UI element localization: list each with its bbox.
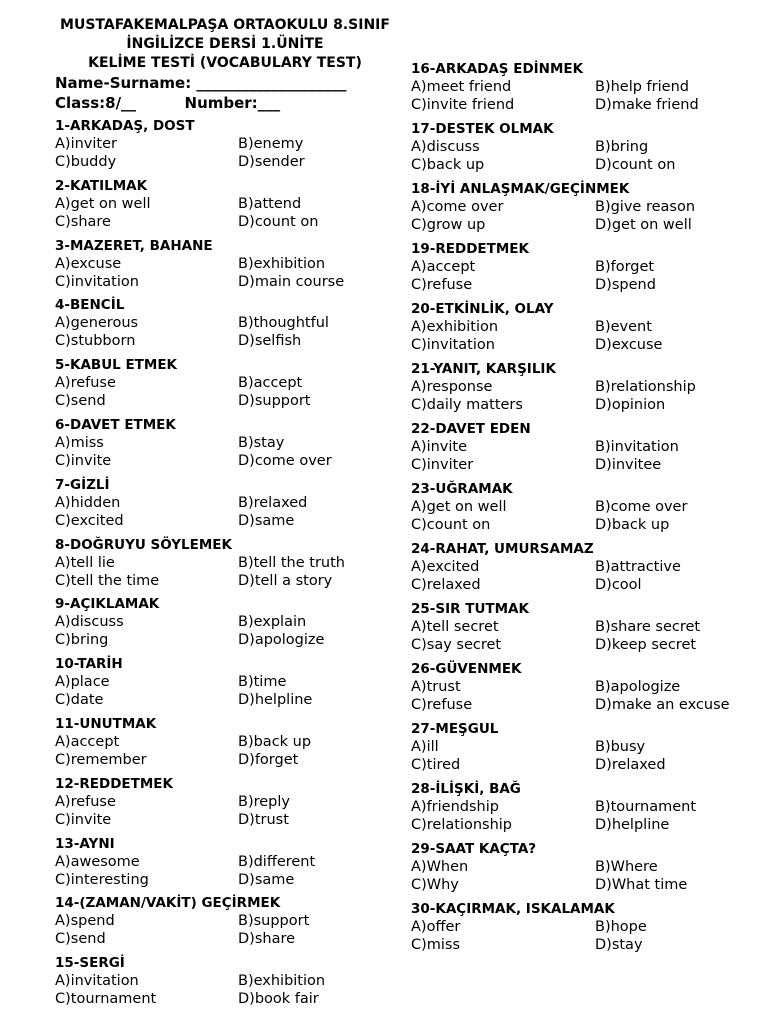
option-a: A)offer <box>411 919 461 935</box>
option-a: A)inviter <box>55 136 117 152</box>
class-field: Class:8/__ <box>55 94 137 112</box>
question-options <box>411 918 756 954</box>
option-d: D)main course <box>238 273 345 290</box>
option-d: D)share <box>238 931 296 948</box>
option-b: B)give reason <box>595 199 696 215</box>
option-b: B)Where <box>595 859 658 875</box>
question-item <box>55 595 400 655</box>
option-b: B)attractive <box>595 559 681 575</box>
option-c: C)invite friend <box>411 97 515 113</box>
question-options <box>411 138 756 174</box>
option-b: B)explain <box>238 614 307 631</box>
option-c: C)miss <box>411 937 461 953</box>
question-title: 5-KABUL ETMEK <box>55 357 178 374</box>
option-d: D)back up <box>595 517 670 533</box>
question-options <box>411 738 756 774</box>
option-d: D)helpline <box>238 692 313 709</box>
question-options <box>411 558 756 594</box>
option-c: C)tired <box>411 757 461 773</box>
question-title: 29-SAAT KAÇTA? <box>411 841 537 857</box>
option-b: B)apologize <box>595 679 681 695</box>
question-title: 10-TARİH <box>55 656 123 673</box>
question-item <box>55 177 400 237</box>
question-title: 18-İYİ ANLAŞMAK/GEÇİNMEK <box>411 181 630 197</box>
question-options <box>55 673 400 709</box>
question-item <box>411 900 756 960</box>
question-options <box>55 195 400 231</box>
option-a: A)excited <box>411 559 480 575</box>
question-options <box>411 198 756 234</box>
option-c: C)date <box>55 692 104 709</box>
question-options <box>55 135 400 171</box>
option-c: C)refuse <box>411 277 473 293</box>
question-item <box>411 420 756 480</box>
option-b: B)relaxed <box>238 494 308 511</box>
option-b: B)time <box>238 674 287 691</box>
course-title: İNGİLİZCE DERSİ 1.ÜNİTE <box>126 36 324 52</box>
question-title: 7-GİZLİ <box>55 476 110 493</box>
question-item <box>411 120 756 180</box>
option-d: D)apologize <box>238 632 325 649</box>
option-d: D)get on well <box>595 217 692 233</box>
option-c: C)say secret <box>411 637 502 653</box>
question-item <box>411 360 756 420</box>
option-d: D)spend <box>595 277 656 293</box>
option-a: A)invite <box>411 439 468 455</box>
option-b: B)come over <box>595 499 688 515</box>
option-c: C)remember <box>55 751 147 768</box>
question-options <box>55 255 400 291</box>
question-options <box>55 733 400 769</box>
question-item <box>411 300 756 360</box>
option-b: B)thoughtful <box>238 315 329 332</box>
question-title: 8-DOĞRUYU SÖYLEMEK <box>55 536 232 553</box>
question-title: 3-MAZERET, BAHANE <box>55 237 213 254</box>
question-item <box>55 237 400 297</box>
option-c: C)invite <box>55 811 112 828</box>
question-title: 2-KATILMAK <box>55 177 148 194</box>
option-c: C)relationship <box>411 817 513 833</box>
question-options <box>55 853 400 889</box>
question-options <box>55 314 400 350</box>
option-d: D)count on <box>238 213 319 230</box>
question-title: 28-İLİŞKİ, BAĞ <box>411 781 521 797</box>
option-a: A)ill <box>411 739 439 755</box>
option-d: D)keep secret <box>595 637 697 653</box>
question-item <box>411 480 756 540</box>
question-item <box>55 954 400 1014</box>
option-d: D)invitee <box>595 457 662 473</box>
question-title: 16-ARKADAŞ EDİNMEK <box>411 61 584 77</box>
option-b: B)stay <box>238 434 285 451</box>
option-a: A)When <box>411 859 469 875</box>
question-options <box>55 554 400 590</box>
option-d: D)opinion <box>595 397 666 413</box>
option-c: C)grow up <box>411 217 486 233</box>
option-b: B)attend <box>238 195 302 212</box>
option-d: D)trust <box>238 811 289 828</box>
option-d: D)sender <box>238 154 305 170</box>
question-title: 30-KAÇIRMAK, ISKALAMAK <box>411 901 615 917</box>
question-title: 19-REDDETMEK <box>411 241 529 257</box>
option-a: A)meet friend <box>411 79 512 95</box>
question-item <box>411 180 756 240</box>
option-d: D)stay <box>595 937 643 953</box>
option-c: C)tournament <box>55 991 157 1008</box>
test-title: KELİME TESTİ (VOCABULARY TEST) <box>88 55 362 71</box>
option-d: D)cool <box>595 577 642 593</box>
question-title: 25-SIR TUTMAK <box>411 601 529 617</box>
option-d: D)book fair <box>238 991 319 1008</box>
option-b: B)exhibition <box>238 255 326 272</box>
option-c: C)send <box>55 931 106 948</box>
option-b: B)reply <box>238 793 290 810</box>
question-item <box>55 536 400 596</box>
option-b: B)tell the truth <box>238 554 345 571</box>
question-item <box>411 660 756 720</box>
option-c: C)excited <box>55 512 124 529</box>
option-a: A)refuse <box>55 793 116 810</box>
option-b: B)tournament <box>595 799 697 815</box>
question-title: 11-UNUTMAK <box>55 715 157 732</box>
question-options <box>411 78 756 114</box>
option-c: C)relaxed <box>411 577 481 593</box>
option-b: B)hope <box>595 919 647 935</box>
option-c: C)daily matters <box>411 397 523 413</box>
option-a: A)place <box>55 674 110 691</box>
question-item <box>411 600 756 660</box>
option-d: D)support <box>238 393 311 410</box>
question-item <box>55 715 400 775</box>
question-item <box>55 476 400 536</box>
question-title: 9-AÇIKLAMAK <box>55 596 160 613</box>
question-options <box>55 434 400 470</box>
question-item <box>411 60 756 120</box>
option-c: C)refuse <box>411 697 473 713</box>
option-c: C)interesting <box>55 871 149 888</box>
option-a: A)discuss <box>55 614 124 631</box>
option-c: C)inviter <box>411 457 474 473</box>
option-a: A)accept <box>55 733 120 750</box>
option-c: C)bring <box>55 632 109 649</box>
question-options <box>411 318 756 354</box>
question-options <box>55 494 400 530</box>
option-c: C)invite <box>55 452 112 469</box>
option-a: A)response <box>411 379 493 395</box>
question-item <box>55 356 400 416</box>
option-b: B)support <box>238 913 310 930</box>
option-d: D)selfish <box>238 333 302 350</box>
question-title: 24-RAHAT, UMURSAMAZ <box>411 541 594 557</box>
question-title: 22-DAVET EDEN <box>411 421 531 437</box>
option-b: B)invitation <box>595 439 679 455</box>
option-a: A)miss <box>55 434 104 451</box>
question-title: 12-REDDETMEK <box>55 775 173 792</box>
question-title: 13-AYNI <box>55 835 115 852</box>
option-d: D)count on <box>595 157 676 173</box>
option-c: C)count on <box>411 517 491 533</box>
question-item <box>55 117 400 177</box>
option-c: C)send <box>55 393 106 410</box>
option-b: B)relationship <box>595 379 696 395</box>
option-d: D)helpline <box>595 817 670 833</box>
option-c: C)share <box>55 213 111 230</box>
option-a: A)trust <box>411 679 461 695</box>
option-a: A)generous <box>55 315 139 332</box>
question-item <box>55 296 400 356</box>
question-item <box>55 655 400 715</box>
option-a: A)refuse <box>55 375 116 392</box>
question-title: 14-(ZAMAN/VAKİT) GEÇİRMEK <box>55 895 281 912</box>
option-c: C)stubborn <box>55 333 136 350</box>
question-options <box>411 798 756 834</box>
school-title: MUSTAFAKEMALPAŞA ORTAOKULU 8.SINIF <box>60 17 390 33</box>
question-options <box>55 793 400 829</box>
option-c: C)invitation <box>411 337 495 353</box>
option-d: D)forget <box>238 751 299 768</box>
question-item <box>411 540 756 600</box>
question-title: 20-ETKİNLİK, OLAY <box>411 301 554 317</box>
question-item <box>411 840 756 900</box>
option-a: A)invitation <box>55 973 139 990</box>
question-item <box>55 835 400 895</box>
option-b: B)share secret <box>595 619 701 635</box>
question-title: 4-BENCİL <box>55 297 125 314</box>
option-d: D)relaxed <box>595 757 666 773</box>
question-item <box>55 894 400 954</box>
number-field: Number:___ <box>184 94 281 112</box>
option-b: B)exhibition <box>238 973 326 990</box>
right-question-column <box>411 60 756 960</box>
option-d: D)make an excuse <box>595 697 730 713</box>
option-a: A)discuss <box>411 139 480 155</box>
name-surname-field: Name-Surname: ____________________ <box>55 74 347 92</box>
option-b: B)enemy <box>238 136 304 152</box>
question-item <box>411 720 756 780</box>
question-options <box>55 374 400 410</box>
option-d: D)same <box>238 871 295 888</box>
question-title: 21-YANIT, KARŞILIK <box>411 361 556 377</box>
question-title: 26-GÜVENMEK <box>411 661 522 677</box>
option-d: D)make friend <box>595 97 699 113</box>
option-b: B)back up <box>238 733 312 750</box>
option-a: A)get on well <box>411 499 507 515</box>
question-title: 6-DAVET ETMEK <box>55 416 176 433</box>
option-c: C)buddy <box>55 154 117 170</box>
option-a: A)come over <box>411 199 504 215</box>
option-c: C)Why <box>411 877 459 893</box>
option-d: D)tell a story <box>238 572 333 589</box>
option-a: A)accept <box>411 259 476 275</box>
option-a: A)hidden <box>55 494 121 511</box>
option-b: B)busy <box>595 739 646 755</box>
question-item <box>411 780 756 840</box>
option-a: A)friendship <box>411 799 499 815</box>
question-title: 27-MEŞGUL <box>411 721 499 737</box>
question-options <box>55 972 400 1008</box>
question-options <box>411 258 756 294</box>
option-a: A)tell secret <box>411 619 499 635</box>
option-d: D)What time <box>595 877 688 893</box>
option-b: B)different <box>238 853 316 870</box>
left-question-column <box>55 117 400 1014</box>
option-b: B)forget <box>595 259 655 275</box>
question-options <box>411 438 756 474</box>
question-options <box>55 912 400 948</box>
question-options <box>411 858 756 894</box>
option-a: A)tell lie <box>55 554 115 571</box>
option-a: A)exhibition <box>411 319 499 335</box>
question-title: 17-DESTEK OLMAK <box>411 121 554 137</box>
question-item <box>55 775 400 835</box>
option-d: D)same <box>238 512 295 529</box>
option-a: A)awesome <box>55 853 140 870</box>
option-c: C)invitation <box>55 273 139 290</box>
option-a: A)get on well <box>55 195 151 212</box>
option-b: B)bring <box>595 139 649 155</box>
option-c: C)tell the time <box>55 572 160 589</box>
question-options <box>411 498 756 534</box>
option-d: D)come over <box>238 452 332 469</box>
question-item <box>411 240 756 300</box>
question-options <box>55 613 400 649</box>
question-options <box>411 618 756 654</box>
option-c: C)back up <box>411 157 485 173</box>
class-number-line <box>55 93 395 113</box>
question-options <box>411 378 756 414</box>
option-a: A)spend <box>55 913 115 930</box>
question-item <box>55 416 400 476</box>
question-title: 23-UĞRAMAK <box>411 481 513 497</box>
option-a: A)excuse <box>55 255 122 272</box>
question-options <box>411 678 756 714</box>
option-b: B)help friend <box>595 79 689 95</box>
option-d: D)excuse <box>595 337 663 353</box>
question-title: 1-ARKADAŞ, DOST <box>55 118 195 134</box>
option-b: B)accept <box>238 375 303 392</box>
option-b: B)event <box>595 319 652 335</box>
worksheet-header <box>55 16 395 113</box>
question-title: 15-SERGİ <box>55 955 125 972</box>
